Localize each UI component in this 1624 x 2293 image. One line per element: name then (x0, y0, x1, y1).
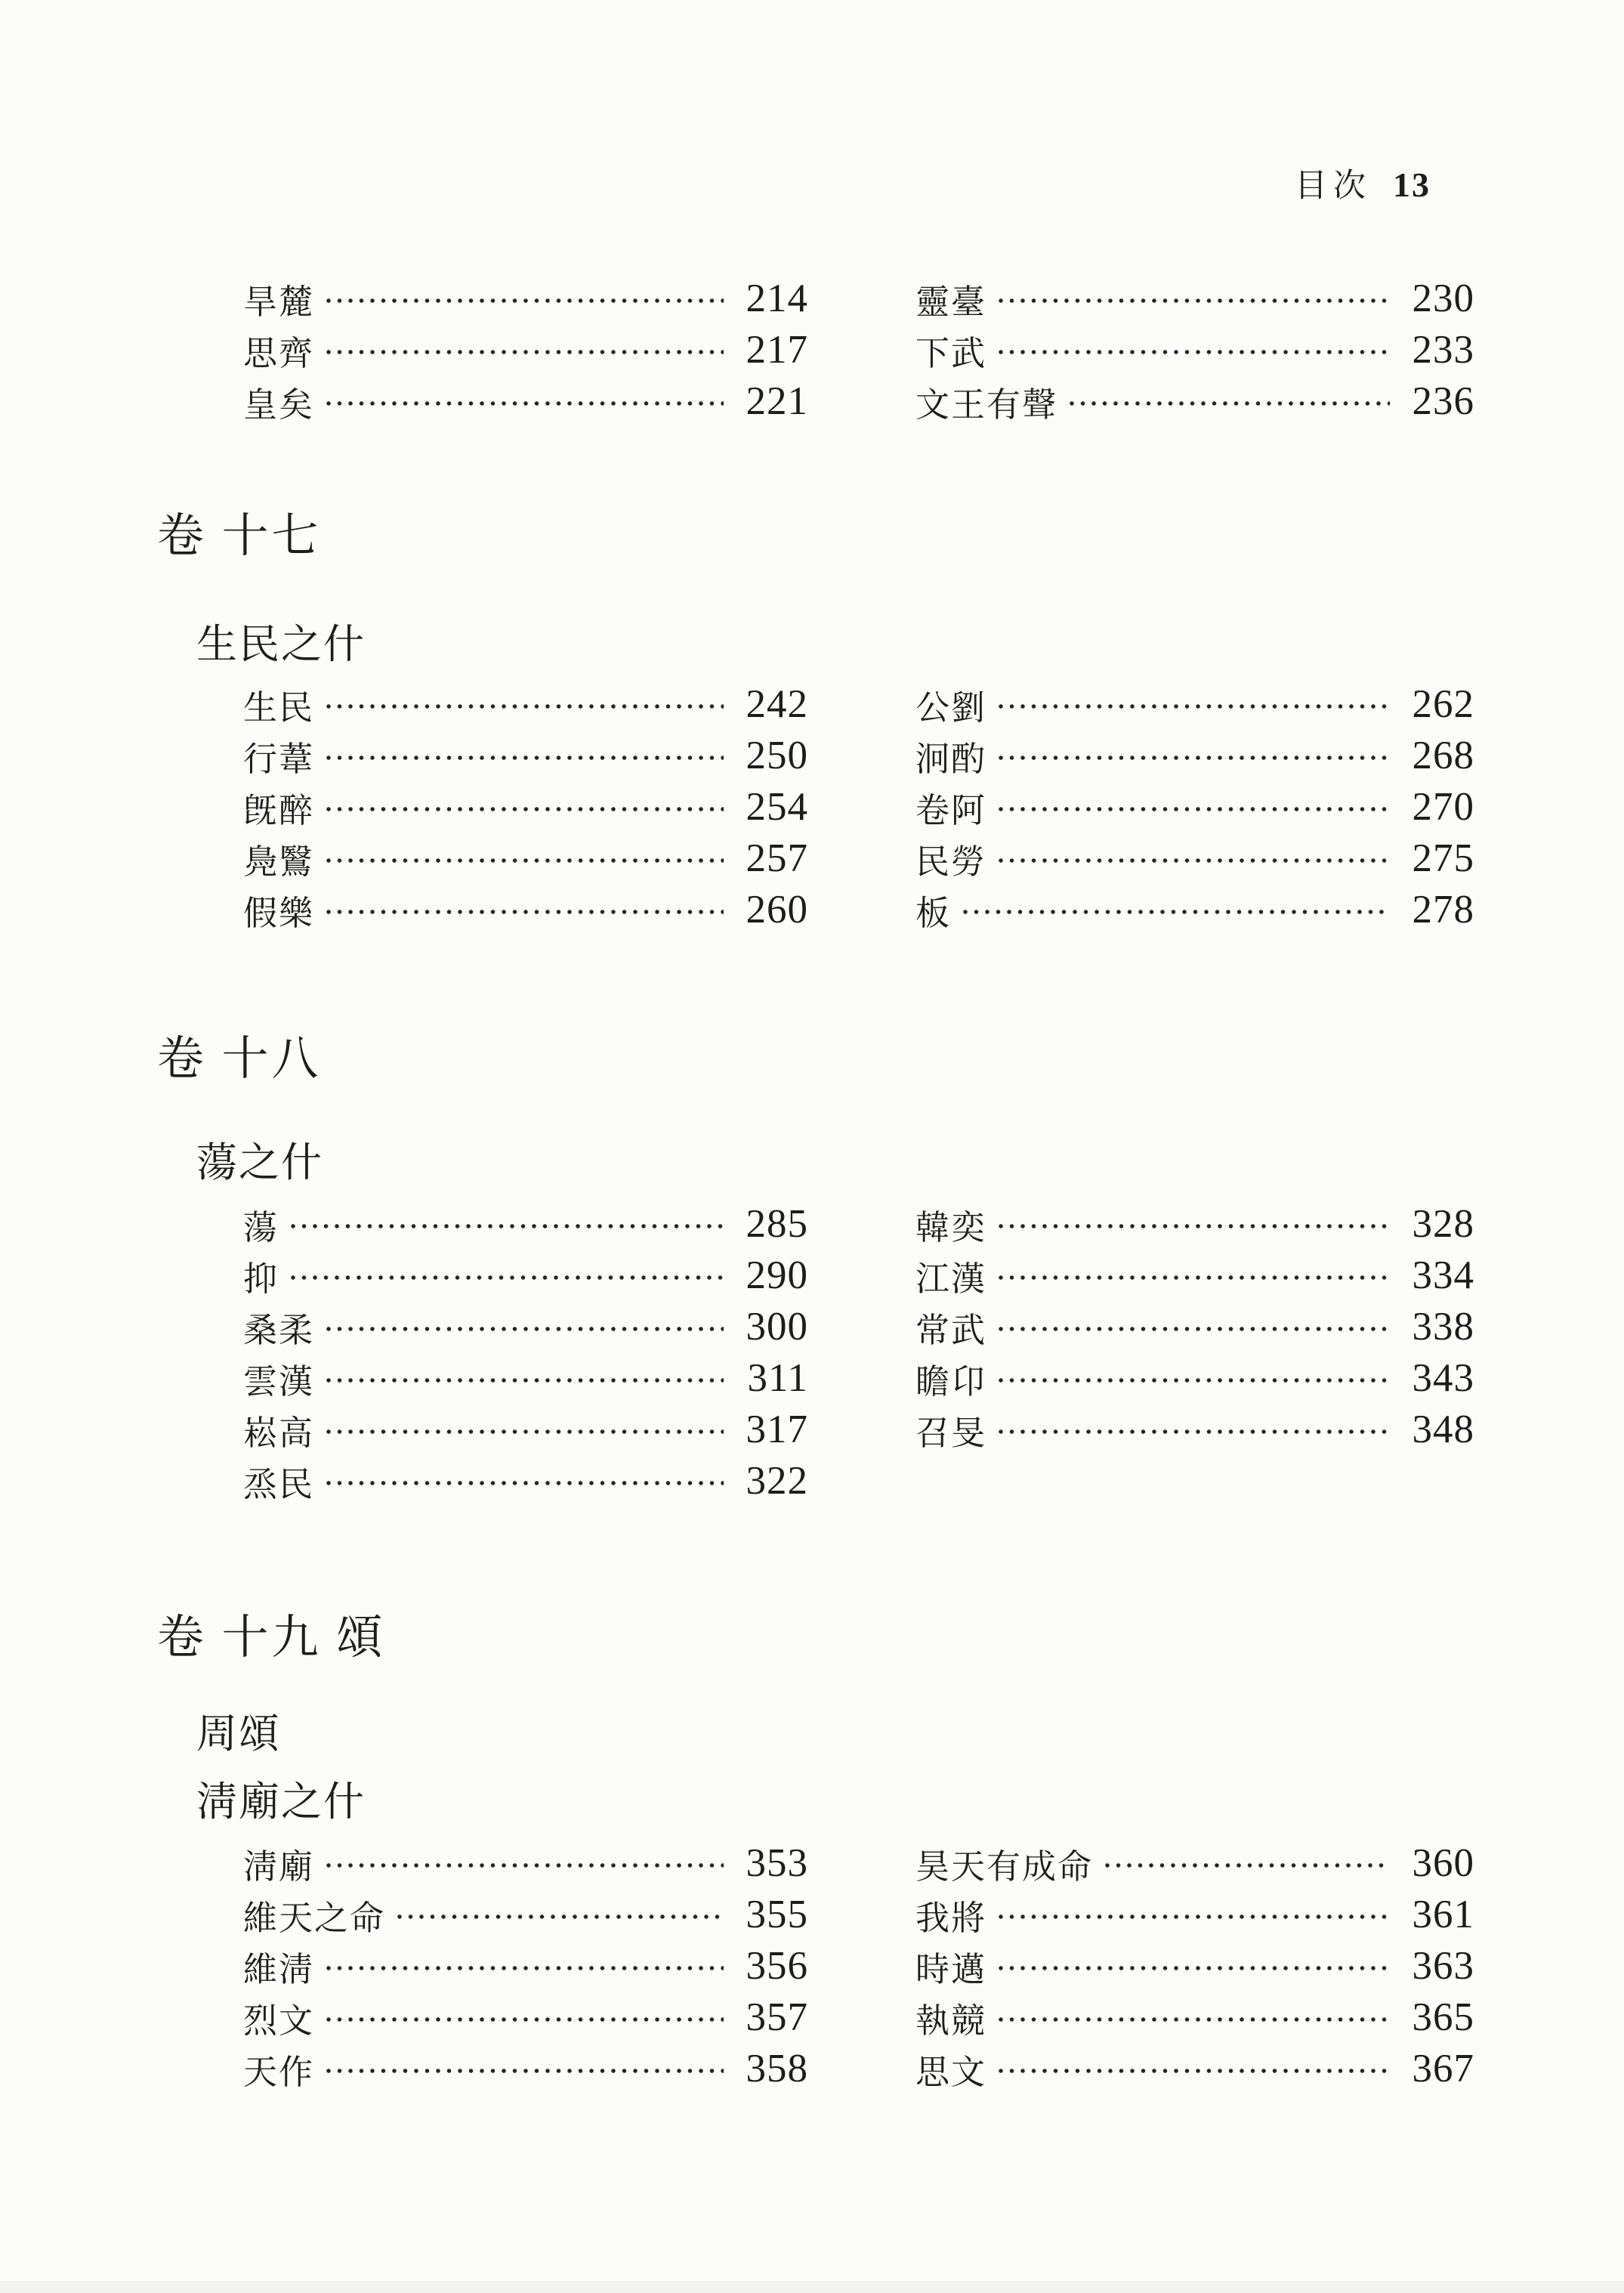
entry-title: 執競 (915, 2001, 987, 2040)
volume-19-heading: 卷 十九 頌 (157, 1612, 387, 1664)
toc-entry (243, 1992, 808, 2043)
entry-page-number: 278 (1412, 887, 1474, 932)
toc-entry (243, 781, 808, 833)
toc-entry (243, 1198, 808, 1250)
entry-title: 烝民 (243, 1465, 315, 1503)
toc-entry (243, 2043, 808, 2094)
dot-leader (997, 1913, 1390, 1921)
entries-block-qingmiao (0, 1837, 1624, 2094)
page-number: 13 (1393, 165, 1431, 204)
toc-entry (915, 1352, 1474, 1404)
dot-leader (325, 1479, 724, 1487)
entry-title: 行葦 (243, 740, 315, 778)
dot-leader (997, 348, 1390, 356)
entry-page-number: 357 (746, 1995, 808, 2039)
entry-page-number: 262 (1412, 681, 1474, 726)
entry-page-number: 353 (746, 1840, 808, 1885)
entry-page-number: 348 (1412, 1407, 1474, 1451)
dot-leader (997, 297, 1390, 304)
entry-page-number: 334 (1412, 1253, 1474, 1297)
dot-leader (997, 754, 1390, 762)
toc-entry (243, 273, 808, 324)
entry-page-number: 365 (1412, 1995, 1474, 2039)
entry-page-number: 328 (1412, 1201, 1474, 1246)
entry-page-number: 233 (1412, 327, 1474, 372)
entry-page-number: 275 (1412, 836, 1474, 880)
entry-page-number: 257 (746, 836, 808, 880)
toc-entry (243, 1889, 808, 1940)
dot-leader (997, 1274, 1390, 1281)
entry-page-number: 311 (747, 1355, 808, 1400)
entries-left-column (243, 1198, 808, 1507)
entry-title: 天作 (243, 2053, 315, 2091)
header-title: 目次 (1295, 168, 1372, 204)
toc-entry (915, 2043, 1474, 2094)
toc-entry (243, 678, 808, 730)
dot-leader (289, 1222, 724, 1230)
toc-entry (915, 1250, 1474, 1301)
toc-entry (915, 678, 1474, 730)
dot-leader (325, 297, 724, 304)
entry-title: 江漢 (915, 1259, 987, 1298)
section-zhousong-heading: 周頌 (196, 1711, 281, 1757)
toc-entry (243, 833, 808, 884)
entry-title: 鳧鷖 (243, 842, 315, 881)
entry-title: 桑柔 (243, 1311, 315, 1349)
entries-block-dang (0, 1198, 1624, 1507)
entry-page-number: 221 (746, 379, 808, 423)
toc-entry (243, 1455, 808, 1507)
entry-title: 淸廟 (243, 1847, 315, 1886)
entries-block-wenwang (0, 273, 1624, 427)
dot-leader (325, 1862, 724, 1869)
entry-page-number: 355 (746, 1892, 808, 1936)
dot-leader (997, 703, 1390, 710)
entry-title: 板 (915, 894, 952, 932)
dot-leader (325, 805, 724, 813)
entry-page-number: 242 (746, 681, 808, 726)
dot-leader (325, 857, 724, 864)
entry-title: 崧高 (243, 1414, 315, 1452)
entry-title: 我將 (915, 1899, 987, 1937)
entry-page-number: 360 (1412, 1840, 1474, 1885)
entry-title: 雲漢 (243, 1362, 315, 1401)
section-shengmin-heading: 生民之什 (196, 622, 366, 667)
entry-page-number: 214 (746, 276, 808, 320)
entry-title: 卷阿 (915, 791, 987, 830)
toc-entry (243, 1404, 808, 1455)
dot-leader (325, 1325, 724, 1333)
entry-title: 下武 (915, 334, 987, 372)
entry-page-number: 290 (746, 1253, 808, 1297)
entry-title: 時邁 (915, 1950, 987, 1989)
toc-entry (243, 1301, 808, 1352)
entry-title: 常武 (915, 1311, 987, 1349)
entry-title: 思齊 (243, 334, 315, 372)
toc-entry (915, 1940, 1474, 1992)
toc-entry (915, 375, 1474, 427)
scan-bottom-edge (0, 2281, 1624, 2293)
dot-leader (289, 1274, 724, 1281)
entry-title: 召旻 (915, 1414, 987, 1452)
entry-title: 文王有聲 (915, 385, 1058, 424)
entry-page-number: 250 (746, 733, 808, 777)
dot-leader (962, 908, 1390, 916)
entry-page-number: 230 (1412, 276, 1474, 320)
dot-leader (325, 400, 724, 407)
dot-leader (325, 1964, 724, 1972)
dot-leader (997, 2016, 1390, 2023)
entry-title: 維淸 (243, 1950, 315, 1989)
entry-page-number: 270 (1412, 784, 1474, 829)
entry-title: 假樂 (243, 894, 315, 932)
dot-leader (396, 1913, 724, 1921)
dot-leader (1068, 400, 1390, 407)
entry-page-number: 268 (1412, 733, 1474, 777)
dot-leader (997, 1964, 1390, 1972)
entry-page-number: 317 (746, 1407, 808, 1451)
toc-entry (915, 1404, 1474, 1455)
toc-entry (243, 1837, 808, 1889)
entry-title: 皇矣 (243, 385, 315, 424)
volume-18-heading: 卷 十八 (157, 1034, 322, 1085)
entry-title: 旱麓 (243, 283, 315, 321)
entry-page-number: 363 (1412, 1943, 1474, 1988)
dot-leader (325, 703, 724, 710)
dot-leader (997, 857, 1390, 864)
entries-right-column (915, 1198, 1474, 1455)
dot-leader (997, 1428, 1390, 1435)
toc-entry (243, 1352, 808, 1404)
entry-title: 瞻卬 (915, 1362, 987, 1401)
entry-title: 抑 (243, 1259, 279, 1298)
entry-title: 泂酌 (915, 740, 987, 778)
dot-leader (997, 805, 1390, 813)
entries-left-column (243, 678, 808, 935)
entry-page-number: 260 (746, 887, 808, 932)
dot-leader (997, 2067, 1390, 2075)
dot-leader (1104, 1862, 1390, 1869)
entry-page-number: 338 (1412, 1304, 1474, 1349)
entry-title: 生民 (243, 688, 315, 727)
toc-entry (243, 1940, 808, 1992)
entry-page-number: 367 (1412, 2046, 1474, 2091)
entry-page-number: 361 (1412, 1892, 1474, 1936)
entry-page-number: 285 (746, 1201, 808, 1246)
entry-page-number: 236 (1412, 379, 1474, 423)
toc-entry (915, 730, 1474, 781)
entries-right-column (915, 678, 1474, 935)
dot-leader (325, 908, 724, 916)
toc-entry (243, 730, 808, 781)
dot-leader (325, 2067, 724, 2075)
volume-17-heading: 卷 十七 (157, 511, 322, 562)
toc-entry (243, 1250, 808, 1301)
toc-entry (915, 1198, 1474, 1250)
page-header (1295, 160, 1431, 206)
toc-entry (915, 1992, 1474, 2043)
section-qingmiao-heading: 淸廟之什 (196, 1779, 366, 1825)
toc-entry (243, 884, 808, 935)
dot-leader (997, 1377, 1390, 1384)
entry-title: 思文 (915, 2053, 987, 2091)
entry-title: 烈文 (243, 2001, 315, 2040)
toc-entry (915, 1301, 1474, 1352)
toc-entry (915, 1889, 1474, 1940)
entry-title: 昊天有成命 (915, 1847, 1094, 1886)
dot-leader (325, 754, 724, 762)
dot-leader (325, 348, 724, 356)
entry-title: 靈臺 (915, 283, 987, 321)
toc-entry (915, 273, 1474, 324)
entry-title: 維天之命 (243, 1899, 386, 1937)
entry-title: 韓奕 (915, 1208, 987, 1247)
toc-entry (915, 884, 1474, 935)
dot-leader (325, 1377, 724, 1384)
dot-leader (997, 1325, 1390, 1333)
dot-leader (325, 2016, 724, 2023)
dot-leader (325, 1428, 724, 1435)
entry-title: 蕩 (243, 1208, 279, 1247)
entry-title: 旣醉 (243, 791, 315, 830)
entry-page-number: 343 (1412, 1355, 1474, 1400)
entries-block-shengmin (0, 678, 1624, 935)
toc-entry (915, 1837, 1474, 1889)
entry-title: 民勞 (915, 842, 987, 881)
dot-leader (997, 1222, 1390, 1230)
entry-title: 公劉 (915, 688, 987, 727)
entry-page-number: 322 (746, 1458, 808, 1503)
toc-entry (915, 781, 1474, 833)
entry-page-number: 358 (746, 2046, 808, 2091)
entries-right-column (915, 1837, 1474, 2094)
entries-left-column (243, 1837, 808, 2094)
entry-page-number: 300 (746, 1304, 808, 1349)
entries-left-column (243, 273, 808, 427)
entry-page-number: 217 (746, 327, 808, 372)
entry-page-number: 254 (746, 784, 808, 829)
toc-entry (243, 324, 808, 375)
toc-entry (243, 375, 808, 427)
section-dang-heading: 蕩之什 (196, 1140, 323, 1185)
toc-entry (915, 833, 1474, 884)
entries-right-column (915, 273, 1474, 427)
entry-page-number: 356 (746, 1943, 808, 1988)
toc-entry (915, 324, 1474, 375)
